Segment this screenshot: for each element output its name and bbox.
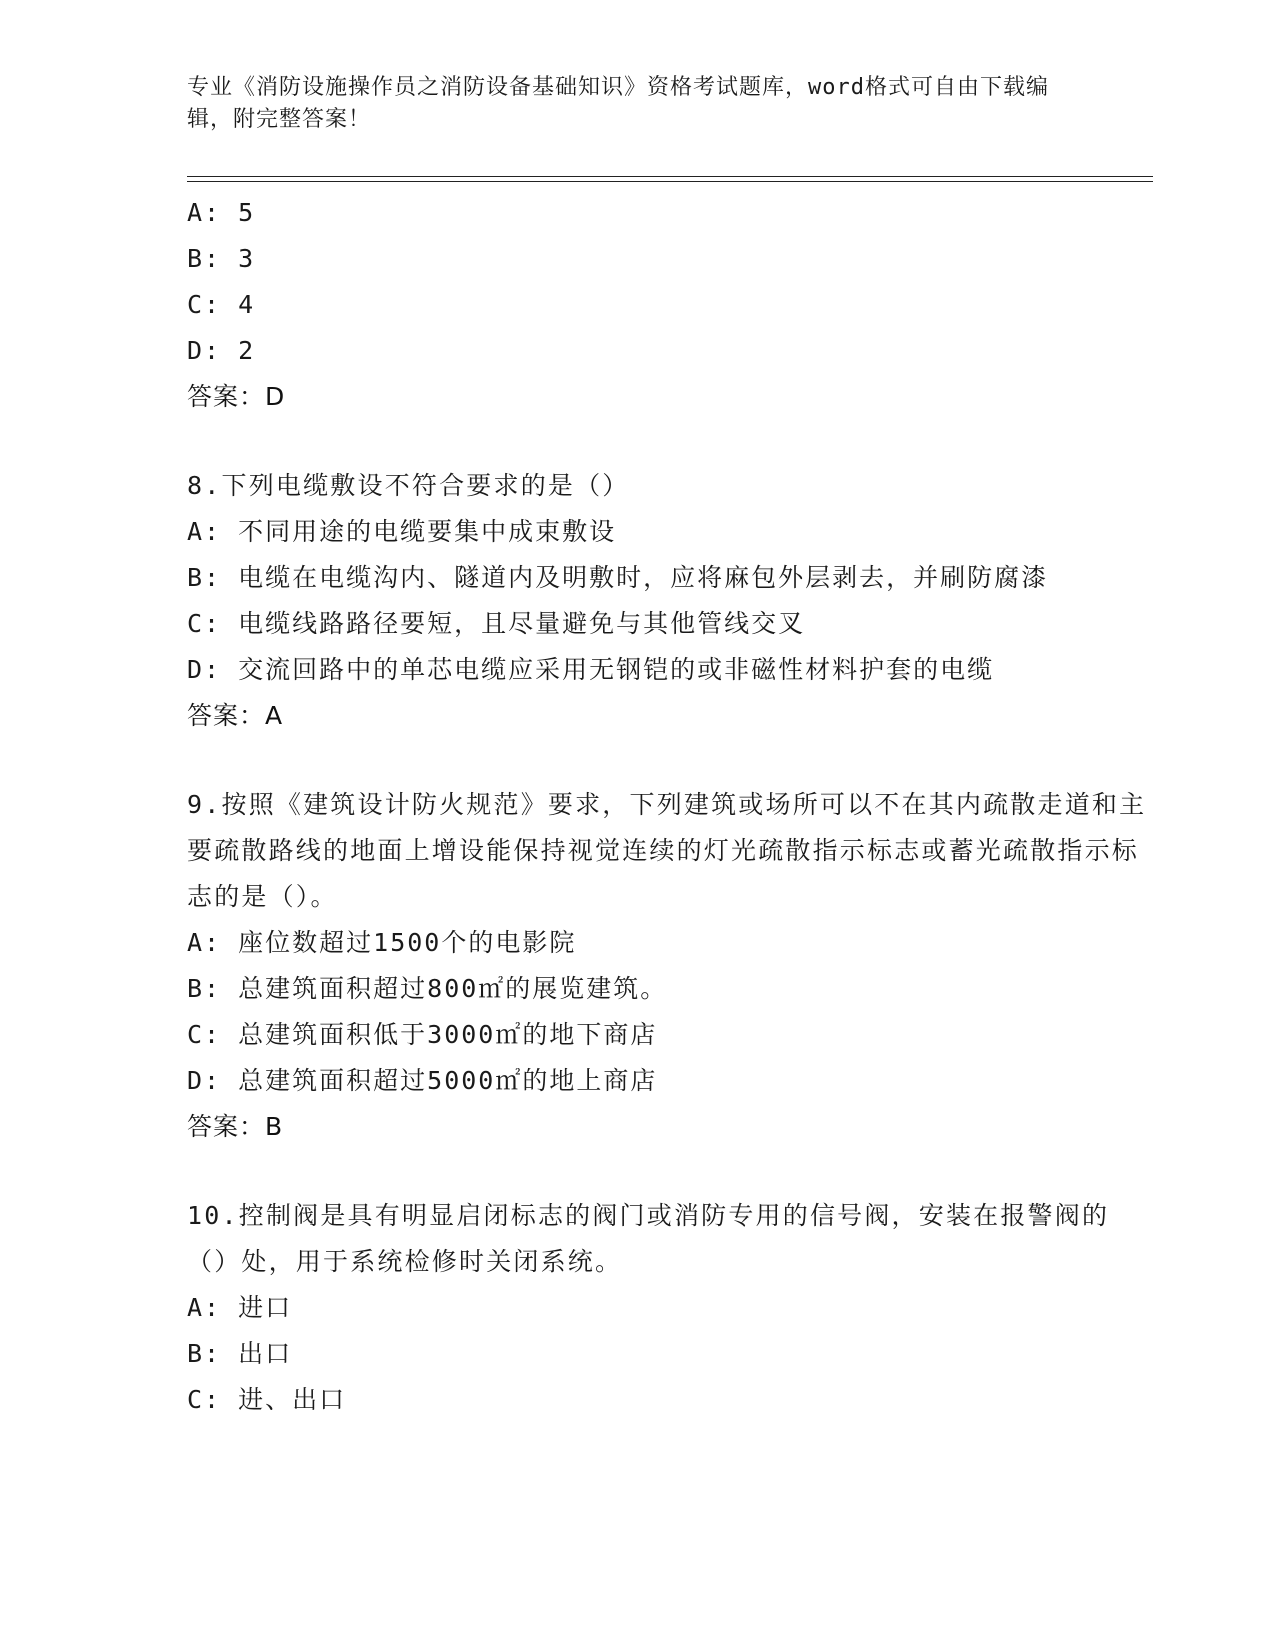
document-page bbox=[187, 0, 1157, 1650]
option-c: C: 电缆线路路径要短，且尽量避免与其他管线交叉 bbox=[187, 609, 806, 638]
answer: 答案：B bbox=[187, 1112, 284, 1141]
option-b: B: 3 bbox=[187, 244, 256, 273]
question-10 bbox=[187, 1193, 1147, 1423]
option-a: A: 5 bbox=[187, 198, 256, 227]
option-b: B: 出口 bbox=[187, 1339, 293, 1368]
answer: 答案：D bbox=[187, 382, 286, 411]
option-c: C: 4 bbox=[187, 290, 256, 319]
question-stem: 9.按照《建筑设计防火规范》要求，下列建筑或场所可以不在其内疏散走道和主要疏散路线的地面上增设能保持视觉连续的灯光疏散指示标志或蓄光疏散指示标志的是（）。 bbox=[187, 790, 1147, 911]
question-stem: 10.控制阀是具有明显启闭标志的阀门或消防专用的信号阀，安装在报警阀的（）处，用于系统检修时关闭系统。 bbox=[187, 1201, 1110, 1276]
question-7 bbox=[187, 190, 1147, 420]
question-list bbox=[187, 190, 1147, 1423]
answer: 答案：A bbox=[187, 701, 284, 730]
header-divider-top bbox=[187, 176, 1153, 177]
question-stem: 8.下列电缆敷设不符合要求的是（） bbox=[187, 471, 630, 500]
page-header: 专业《消防设施操作员之消防设备基础知识》资格考试题库，word格式可自由下载编辑，附完整答案！ bbox=[187, 75, 1049, 132]
option-c: C: 总建筑面积低于3000㎡的地下商店 bbox=[187, 1020, 658, 1049]
option-d: D: 交流回路中的单芯电缆应采用无钢铠的或非磁性材料护套的电缆 bbox=[187, 655, 995, 684]
option-d: D: 总建筑面积超过5000㎡的地上商店 bbox=[187, 1066, 658, 1095]
option-d: D: 2 bbox=[187, 336, 256, 365]
question-9 bbox=[187, 782, 1147, 1150]
option-c: C: 进、出口 bbox=[187, 1385, 347, 1414]
option-b: B: 总建筑面积超过800㎡的展览建筑。 bbox=[187, 974, 668, 1003]
header-divider-bottom bbox=[187, 181, 1153, 182]
option-a: A: 进口 bbox=[187, 1293, 293, 1322]
option-a: A: 座位数超过1500个的电影院 bbox=[187, 928, 577, 957]
option-a: A: 不同用途的电缆要集中成束敷设 bbox=[187, 517, 617, 546]
question-8 bbox=[187, 463, 1147, 739]
option-b: B: 电缆在电缆沟内、隧道内及明敷时，应将麻包外层剥去，并刷防腐漆 bbox=[187, 563, 1049, 592]
